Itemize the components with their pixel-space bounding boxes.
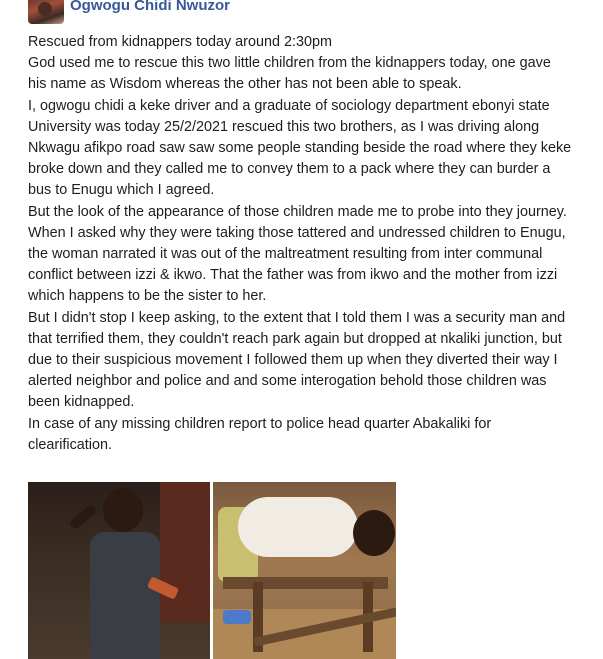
- author-avatar[interactable]: [28, 0, 64, 24]
- post-body: [28, 32, 573, 456]
- post-paragraph-5: When I asked why they were taking those tattered and undressed children to Enugu, the woman narrated it was out of the maltreatment resulting from inter communal conflict between izzi & ikwo. That the father was from ikwo and the mother from izzi which happens to be the sister to her.: [28, 224, 566, 305]
- post-paragraph-4: But the look of the appearance of those children made me to probe into they journey.: [28, 203, 567, 220]
- photo-blue-cup: [223, 610, 251, 624]
- photo-child-arm: [68, 504, 97, 531]
- photo-child-shirt: [238, 497, 358, 557]
- post-photos: [28, 482, 396, 659]
- post-paragraph-2: God used me to rescue this two little children from the kidnappers today, one gave his name as Wisdom whereas the other has not been able to speak.: [28, 55, 551, 93]
- author-name-link[interactable]: Ogwogu Chidi Nwuzor: [70, 0, 230, 14]
- post-paragraph-3: I, ogwogu chidi a keke driver and a graduate of sociology department ebonyi state University was today 25/2/2021 rescued this two brothers, as I was driving along Nkwagu afikpo road saw saw some people standing beside the road where they keke broke down and they called me to convey them to a pack where they can burder a bus to Enugu which I agreed.: [28, 97, 572, 199]
- photo-child-head: [103, 488, 143, 532]
- photo-child-lying[interactable]: [213, 482, 396, 659]
- photo-child-standing[interactable]: [28, 482, 210, 659]
- post-paragraph-1: Rescued from kidnappers today around 2:30pm: [28, 34, 332, 50]
- post-paragraph-6: But I didn't stop I keep asking, to the extent that I told them I was a security man and that terrified them, they couldn't reach park again but dropped at nkaliki junction, but due to their suspicious movement I followed them up when they diverted their way I alerted neighbor and police and and some interogation behold those children was been kidnapped.: [28, 309, 566, 411]
- post-header: [28, 0, 230, 24]
- photo-wall: [160, 482, 210, 622]
- post-paragraph-7: In case of any missing children report to police head quarter Abakaliki for clearification.: [28, 415, 492, 453]
- photo-child-head: [353, 510, 395, 556]
- photo-child-body: [90, 532, 160, 659]
